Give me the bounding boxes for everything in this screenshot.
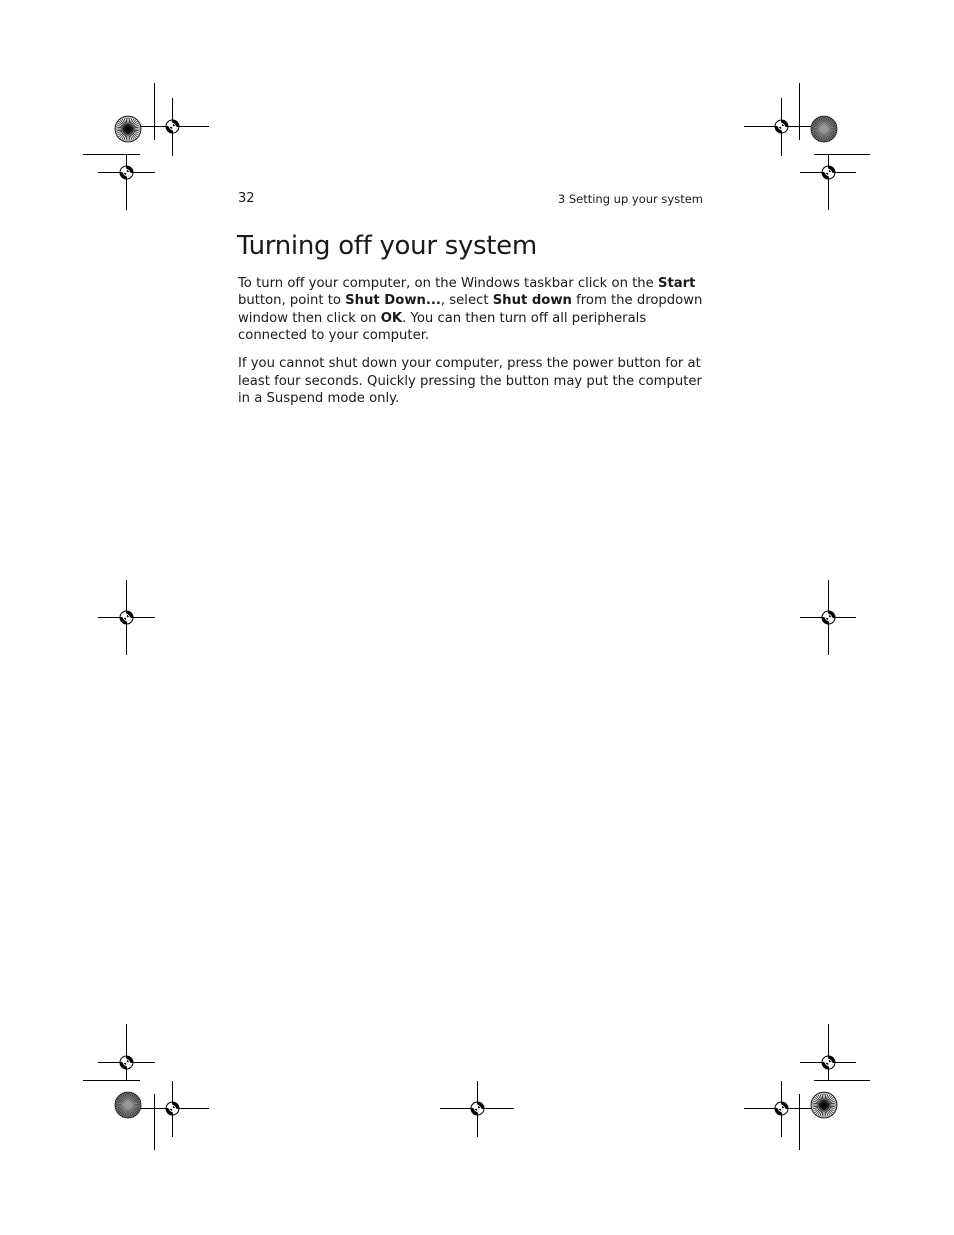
registration-mark-bottom-right-side [800,1024,856,1081]
registration-mark-bottom-right-lower [744,1081,818,1137]
paragraph-power-button: If you cannot shut down your computer, press the power button for at least four seconds. Quickly pressing the button may put the computer in a Suspend mode only. [238,356,702,407]
registration-mark-bottom-left-lower [135,1081,209,1137]
ok-term: OK [380,310,403,326]
start-term: Start [657,276,696,291]
registration-mark-top-right-side [800,155,856,210]
body-text [238,275,708,418]
trim-mark-bottom-right [800,1081,871,1151]
shut-down-menu-term: Shut Down... [345,293,441,309]
shut-down-option-term: Shut down [492,293,572,309]
registration-mark-mid-left [98,580,155,655]
starburst-target-bottom-right [811,1092,837,1118]
registration-mark-bottom-center [440,1081,514,1137]
registration-mark-bottom-left-side [98,1024,155,1081]
section-title: Turning off your system [237,231,537,261]
paragraph-shutdown-steps: To turn off your computer, on the Windows taskbar click on the Start button, point to Shut Down..., select Shut down from the dropdown window then click on OK. You can then turn off all peripherals connected to your computer. [238,276,703,344]
page-number: 32 [238,191,255,206]
starburst-target-top-left [115,116,141,142]
trim-mark-top-left [83,83,155,155]
running-head: 3 Setting up your system [557,192,703,206]
registration-mark-top-left-side [98,155,155,210]
starburst-target-bottom-left [115,1092,141,1118]
starburst-target-top-right [811,116,837,142]
registration-mark-mid-right [800,580,856,655]
registration-mark-top-left-upper [135,98,209,156]
trim-mark-bottom-left [83,1081,155,1151]
trim-mark-top-right [800,83,871,155]
registration-mark-top-right-upper [744,98,818,156]
